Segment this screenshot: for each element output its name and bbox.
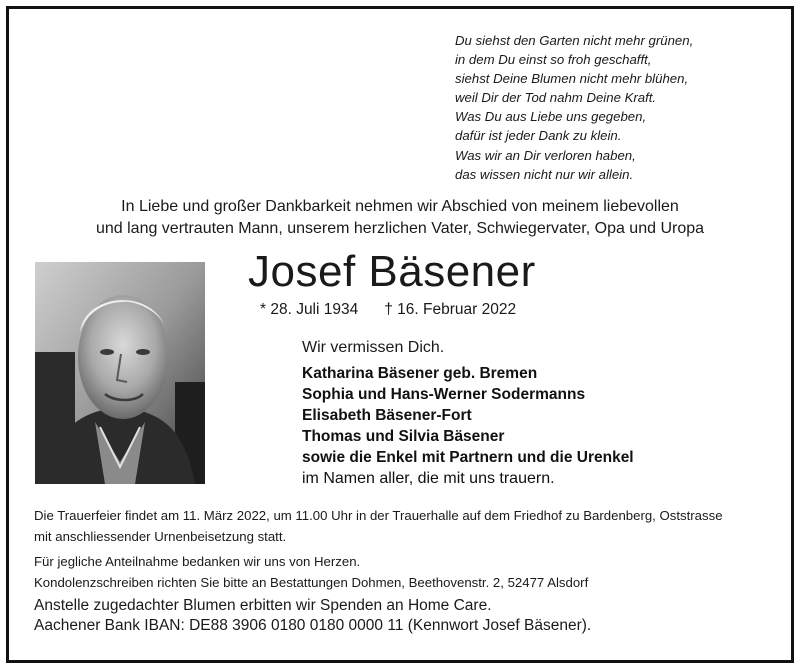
- family-member: Elisabeth Bäsener-Fort: [302, 407, 472, 424]
- service-info: [34, 506, 774, 547]
- deceased-name: Josef Bäsener: [248, 247, 536, 296]
- service-line: Die Trauerfeier findet am 11. März 2022, um 11.00 Uhr in der Trauerhalle auf dem Friedhof zu Bardenberg, Oststrasse: [34, 508, 723, 523]
- poem-line: in dem Du einst so froh geschafft,: [455, 52, 652, 68]
- portrait-image: [35, 262, 205, 484]
- closing-line: im Namen aller, die mit uns trauern.: [302, 470, 555, 487]
- family-member: Thomas und Silvia Bäsener: [302, 428, 505, 445]
- intro-line: In Liebe und großer Dankbarkeit nehmen wir Abschied von meinem liebevollen: [121, 198, 679, 215]
- poem-line: weil Dir der Tod nahm Deine Kraft.: [455, 90, 657, 106]
- poem-line: Was Du aus Liebe uns gegeben,: [455, 109, 647, 125]
- donation-line: Aachener Bank IBAN: DE88 3906 0180 0180 0000 11 (Kennwort Josef Bäsener).: [34, 616, 592, 634]
- intro-text: [0, 196, 800, 240]
- poem: [455, 31, 785, 184]
- poem-line: Du siehst den Garten nicht mehr grünen,: [455, 33, 694, 48]
- family-member: Sophia und Hans-Werner Sodermanns: [302, 386, 586, 403]
- intro-line: und lang vertrauten Mann, unserem herzlichen Vater, Schwiegervater, Opa und Uropa: [95, 220, 705, 237]
- portrait-photo: [35, 262, 205, 484]
- service-line: mit anschliessender Urnenbeisetzung statt.: [34, 528, 287, 544]
- poem-line: dafür ist jeder Dank zu klein.: [455, 128, 622, 144]
- miss-text: Wir vermissen Dich.: [302, 339, 445, 356]
- family-member: sowie die Enkel mit Partnern und die Urenkel: [302, 449, 634, 466]
- thanks-info: [34, 552, 588, 593]
- poem-line: das wissen nicht nur wir allein.: [455, 166, 634, 182]
- life-dates: [260, 300, 516, 320]
- poem-line: siehst Deine Blumen nicht mehr blühen,: [455, 71, 689, 87]
- poem-line: Was wir an Dir verloren haben,: [455, 147, 636, 163]
- death-date: † 16. Februar 2022: [384, 301, 517, 318]
- family-member: Katharina Bäsener geb. Bremen: [302, 365, 538, 382]
- thanks-line: Kondolenzschreiben richten Sie bitte an Bestattungen Dohmen, Beethovenstr. 2, 52477 Alsdorf: [34, 574, 589, 590]
- family-list: [302, 363, 634, 489]
- thanks-line: Für jegliche Anteilnahme bedanken wir uns von Herzen.: [34, 554, 361, 569]
- birth-date: * 28. Juli 1934: [260, 301, 359, 318]
- donation-info: [34, 596, 591, 635]
- donation-line: Anstelle zugedachter Blumen erbitten wir Spenden an Home Care.: [34, 597, 492, 614]
